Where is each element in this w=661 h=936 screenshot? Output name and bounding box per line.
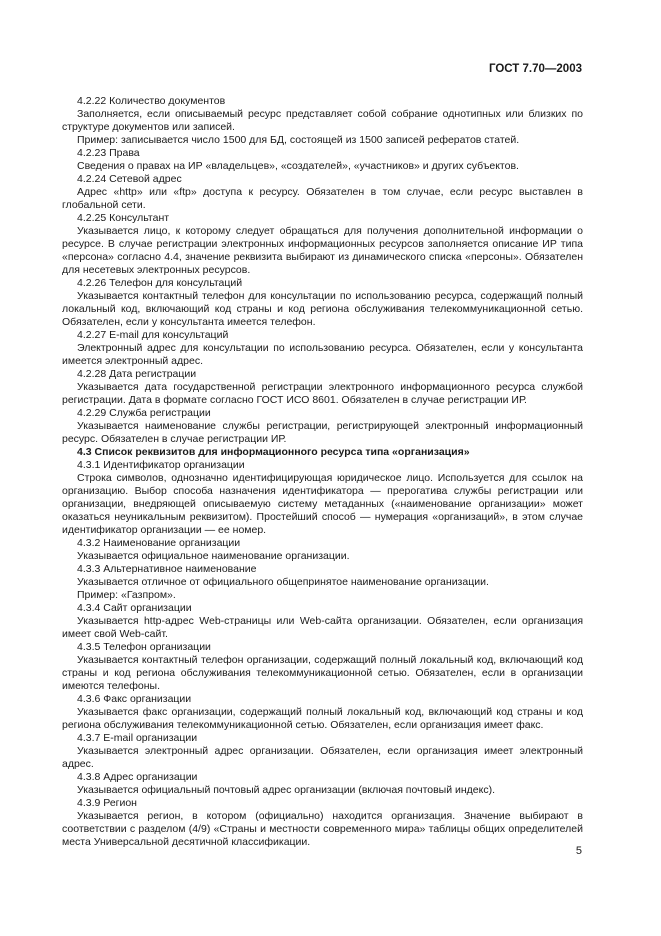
section-heading: 4.2.29 Служба регистрации: [77, 407, 211, 419]
paragraph: Указывается официальный почтовый адрес организации (включая почтовый индекс).: [77, 784, 496, 796]
section-heading: 4.3.8 Адрес организации: [77, 771, 198, 783]
subsection-heading: 4.3 Список реквизитов для информационного ресурса типа «организация»: [77, 446, 470, 458]
paragraph: Указывается официальное наименование организации.: [77, 550, 350, 562]
section-heading: 4.3.3 Альтернативное наименование: [77, 563, 257, 575]
document-body: [62, 95, 583, 849]
example-paragraph: Пример: «Газпром».: [77, 589, 176, 601]
section-heading: 4.3.1 Идентификатор организации: [77, 459, 245, 471]
paragraph: Строка символов, однозначно идентифицирующая юридическое лицо. Используется для ссылок на организацию. Выбор способа назначения идентификатора — прерогатива службы регистрации или организации, внедряющей описываемую систему метаданных («наименование организации» может оказаться неуникальным реквизитом). Простейший способ — нумерация «организаций», в этом случае идентификатор организации — ее номер.: [62, 472, 583, 536]
paragraph: Указывается факс организации, содержащий полный локальный код, включающий код страны и код региона обслуживания телекоммуникационной сетью. Обязателен, если организация имеет факс.: [62, 706, 583, 731]
section-heading: 4.2.22 Количество документов: [77, 95, 226, 107]
section-heading: 4.2.24 Сетевой адрес: [77, 173, 182, 185]
paragraph: Указывается контактный телефон организации, содержащий полный локальный код, включающий код страны и код региона обслуживания телекоммуникационной сетью. Обязателен, если в организации имеются телефоны.: [62, 654, 583, 692]
section-heading: 4.3.4 Сайт организации: [77, 602, 192, 614]
page-number: 5: [575, 845, 582, 857]
paragraph: Указывается контактный телефон для консультации по использованию ресурса, содержащий полный локальный код, включающий код страны и код региона обслуживания телекоммуникационной сетью. Обязателен, если у консультанта имеется телефон.: [62, 290, 583, 328]
document-code: ГОСТ 7.70—2003: [488, 63, 582, 75]
section-heading: 4.3.6 Факс организации: [77, 693, 192, 705]
section-heading: 4.2.25 Консультант: [77, 212, 170, 224]
paragraph: Указывается электронный адрес организации. Обязателен, если организация имеет электронный адрес.: [62, 745, 583, 770]
section-heading: 4.3.5 Телефон организации: [77, 641, 211, 653]
section-heading: 4.3.2 Наименование организации: [77, 537, 241, 549]
paragraph: Адрес «http» или «ftp» доступа к ресурсу. Обязателен в том случае, если ресурс выставлен в глобальной сети.: [62, 186, 583, 211]
section-heading: 4.3.9 Регион: [77, 797, 137, 809]
example-paragraph: Пример: записывается число 1500 для БД, состоящей из 1500 записей рефератов статей.: [77, 134, 520, 146]
paragraph: Заполняется, если описываемый ресурс представляет собой собрание однотипных или близких по структуре документов или записей.: [62, 108, 583, 133]
section-heading: 4.2.23 Права: [77, 147, 140, 159]
paragraph: Указывается отличное от официального общепринятое наименование организации.: [77, 576, 489, 588]
paragraph: Указывается дата государственной регистрации электронного информационного ресурса службой регистрации. Дата в формате согласно ГОСТ ИСО 8601. Обязателен в случае регистрации ИР.: [62, 381, 583, 406]
paragraph: Указывается регион, в котором (официально) находится организация. Значение выбирают в соответствии с разделом (4/9) «Страны и местности современного мира» таблицы общих определителей места Универсальной десятичной классификации.: [62, 810, 583, 848]
section-heading: 4.2.26 Телефон для консультаций: [77, 277, 243, 289]
paragraph: Указывается лицо, к которому следует обращаться для получения дополнительной информации о ресурсе. В случае регистрации электронных информационных ресурсов заполняется описание ИР типа «персона» согласно 4.4, значение реквизита выбирают из динамического списка «персоны». Обязателен для несетевых электронных ресурсов.: [62, 225, 583, 276]
section-heading: 4.2.27 E-mail для консультаций: [77, 329, 229, 341]
section-heading: 4.2.28 Дата регистрации: [77, 368, 197, 380]
paragraph: Сведения о правах на ИР «владельцев», «создателей», «участников» и других субъектов.: [77, 160, 519, 172]
paragraph: Электронный адрес для консультации по использованию ресурса. Обязателен, если у консультанта имеется электронный адрес.: [62, 342, 583, 367]
section-heading: 4.3.7 E-mail организации: [77, 732, 198, 744]
paragraph: Указывается наименование службы регистрации, регистрирующей электронный информационный ресурс. Обязателен в случае регистрации ИР.: [62, 420, 583, 445]
paragraph: Указывается http-адрес Web-страницы или Web-сайта организации. Обязателен, если организация имеет свой Web-сайт.: [62, 615, 583, 640]
